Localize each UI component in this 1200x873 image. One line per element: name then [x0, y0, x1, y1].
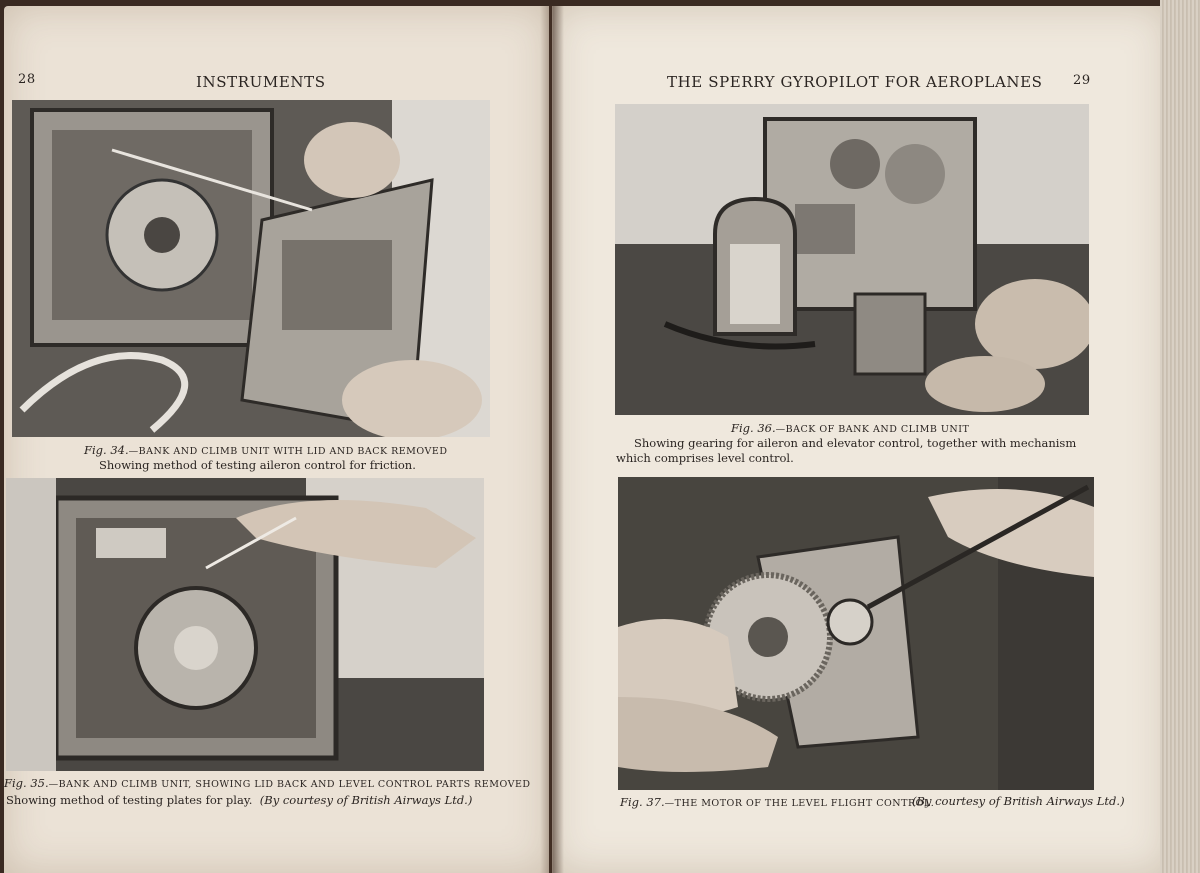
figure-35-label: Fig. 35.	[4, 776, 49, 790]
figure-35-caption	[4, 776, 531, 790]
right-page-number: 29	[1073, 73, 1091, 88]
figure-36-caption	[731, 421, 969, 435]
page-edges	[1160, 0, 1200, 873]
figure-34-illustration	[12, 100, 490, 437]
figure-36-description: Showing gearing for aileron and elevator control, together with mechanism which comprises level control.	[616, 436, 1077, 465]
figure-37-label: Fig. 37.	[620, 795, 665, 809]
left-running-head: INSTRUMENTS	[196, 73, 326, 91]
figure-35-credit: (By courtesy of British Airways Ltd.)	[259, 793, 473, 807]
figure-35-description-line	[6, 793, 472, 808]
figure-36-photo	[615, 104, 1089, 415]
figure-34-description: Showing method of testing aileron control for friction.	[99, 458, 416, 472]
figure-37-credit-wrap	[912, 794, 1125, 809]
figure-35-illustration	[6, 478, 484, 771]
figure-37-illustration	[618, 477, 1094, 790]
figure-35-title: —BANK AND CLIMB UNIT, SHOWING LID BACK AND LEVEL CONTROL PARTS REMOVED	[48, 779, 531, 790]
figure-37-caption	[620, 795, 934, 809]
figure-35-description: Showing method of testing plates for play.	[6, 793, 253, 807]
figure-37-photo	[618, 477, 1094, 790]
figure-34-photo	[12, 100, 490, 437]
figure-34-title: —BANK AND CLIMB UNIT WITH LID AND BACK REMOVED	[128, 446, 448, 457]
book-gutter	[540, 6, 564, 873]
figure-37-title: —THE MOTOR OF THE LEVEL FLIGHT CONTROL.	[664, 798, 935, 809]
figure-34-label: Fig. 34.	[84, 443, 129, 457]
figure-37-credit: (By courtesy of British Airways Ltd.)	[912, 794, 1125, 808]
left-page-number: 28	[18, 72, 36, 87]
figure-35-photo	[6, 478, 484, 771]
figure-36-illustration	[615, 104, 1089, 415]
right-running-head: THE SPERRY GYROPILOT FOR AEROPLANES	[667, 73, 1043, 91]
figure-34-caption	[84, 443, 447, 457]
figure-36-title: —BACK OF BANK AND CLIMB UNIT	[775, 424, 970, 435]
figure-36-label: Fig. 36.	[731, 421, 776, 435]
